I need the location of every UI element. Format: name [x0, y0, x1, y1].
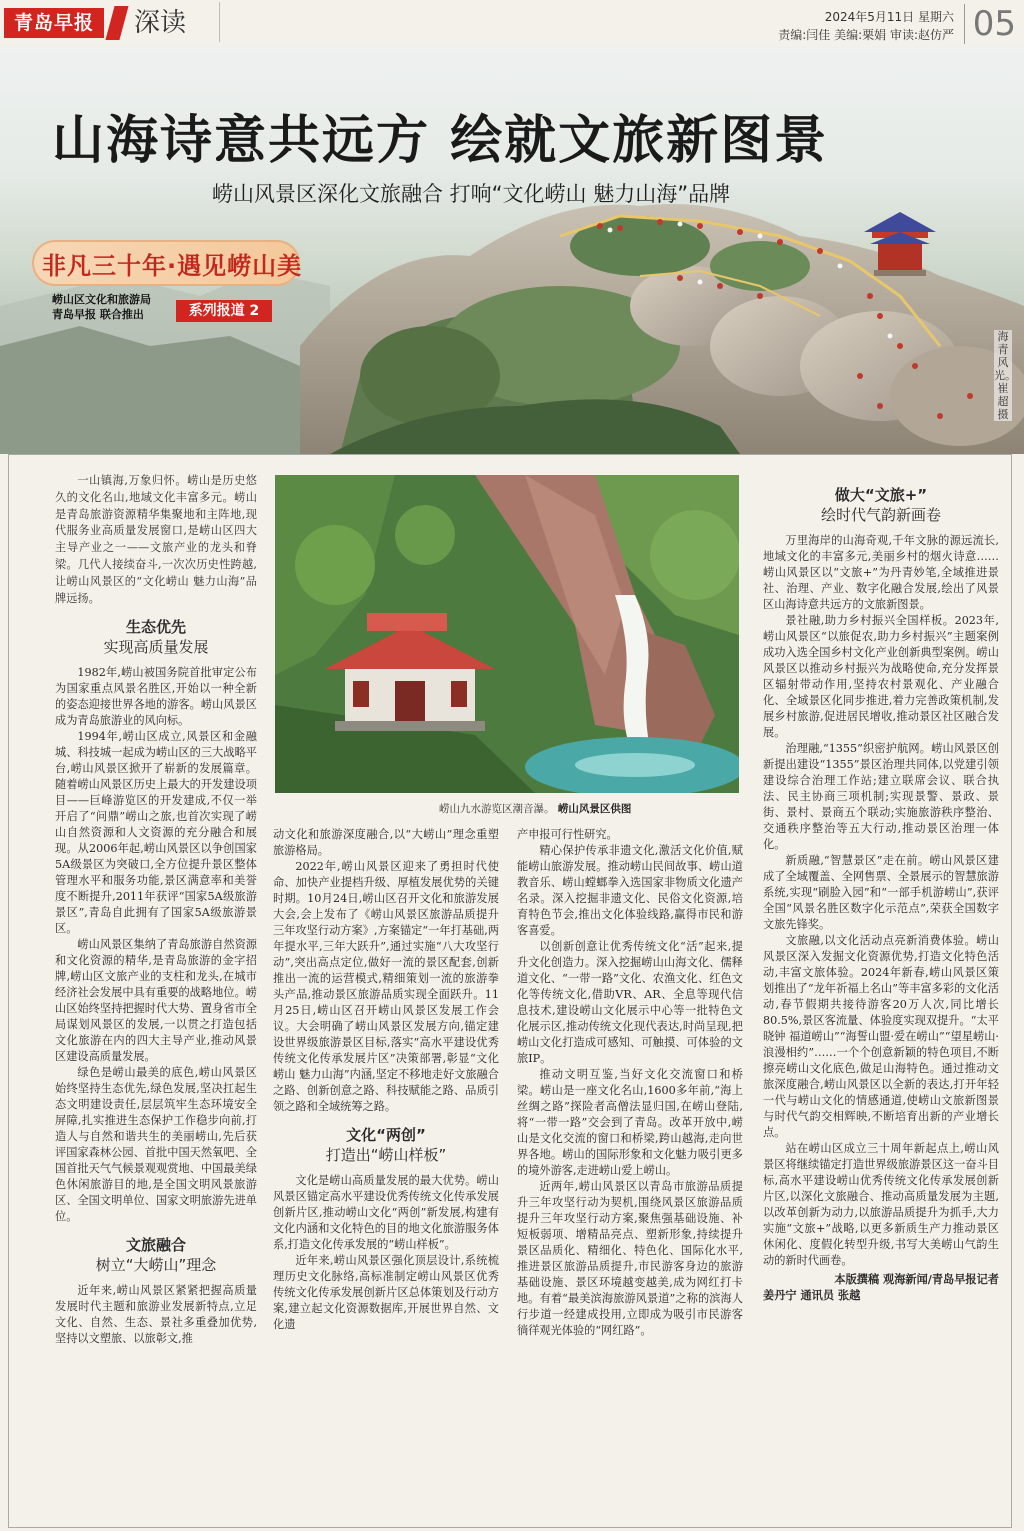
waterfall-photo [275, 475, 739, 793]
paragraph: 万里海岸的山海奇观,千年文脉的源远流长,地域文化的丰富多元,美丽乡村的烟火诗意……崂山风景区以“文旅+”为丹青妙笔,全域推进景社、治理、产业、数字化融合发展,绘出了风景区山海诗意共远方的文旅新图景。 [763, 534, 999, 611]
column-4 [763, 473, 999, 1303]
page-header [0, 0, 1024, 46]
series-title: 非凡三十年·遇见崂山美 [42, 252, 303, 280]
paragraph: 新质融,“智慧景区”走在前。崂山风景区建成了全域覆盖、全网售票、全景展示的智慧旅游系统,实现“刷脸入园”和“一部手机游崂山”,获评全国“风景名胜区数字化示范点”,荣获全国数字文旅先锋奖。 [763, 854, 999, 931]
column-2 [273, 827, 499, 1333]
section-heading-ecology: 生态优先 实现高质量发展 [103, 618, 209, 657]
section-heading-culture-tourism: 文旅融合 树立“大崂山”理念 [95, 1236, 217, 1275]
paragraph: 1994年,崂山区成立,风景区和金融城、科技城一起成为崂山区的三大战略平台,崂山风景区掀开了崭新的发展篇章。随着崂山风景区历史上最大的开发建设项目——巨峰游览区的开发建成,不仅一举开启了“问鼎”崂山之旅,也首次实现了崂山自然资源和人文资源的充分融合和展现。从2006年起,崂山风景区以争创国家5A级景区为突破口,全方位提升景区整体管理水平和服务功能,景区满意率和美誉度不断提升,2011年获评“国家5A级旅游景区”,青岛自此拥有了国家5A级旅游景区。 [55, 730, 257, 936]
column-3 [517, 827, 743, 1339]
paragraph: 近年来,崂山风景区紧紧把握高质量发展时代主题和旅游业发展新特点,立足文化、自然、生态、景社多重叠加优势,坚持以文塑旅、以旅彰文,推 [55, 1284, 257, 1346]
paragraph: 近年来,崂山风景区强化顶层设计,系统梳理历史文化脉络,高标准制定崂山风景区优秀传统文化传承发展创新片区总体策划及行动方案,建立起文化资源数据库,开展世界自然、文化遗 [273, 1254, 499, 1331]
editor-credits: 责编:闫佳 美编:栗娟 审读:赵仿严 [778, 28, 954, 42]
paragraph: 文旅融,以文化活动点亮新消费体验。崂山风景区深入发掘文化资源优势,打造文化特色活动,丰富文旅体验。2024年新春,崂山风景区策划推出了“龙年祈福上名山”等丰富多彩的文化活动,春节假期共接待游客20万人次,同比增长80.5%,景区客流量、体验度实现双提升。“太平晓钟 福道崂山”“海誓山盟·爱在崂山”“望星崂山·浪漫相约”……一个个创意新颖的特色项目,不断擦亮崂山文化底色,做足山海特色。通过推动文旅深度融合,崂山风景区以全新的表达,打开年轻一代与崂山文化的情感通道,使崂山文旅新图景与时代气韵交相辉映,不断培育出新的产业增长点。 [763, 934, 999, 1139]
intro-paragraph: 一山镇海,万象归怀。崂山是历史悠久的文化名山,地域文化丰富多元。崂山是青岛旅游资源精华集聚地和主阵地,现代服务业高质量发展窗口,是崂山区四大主导产业之一——文旅产业的龙头和脊梁。几代人接续奋斗,一次次历史性跨越,让崂山风景区的“文化崂山 魅力山海”品牌远扬。 [55, 474, 257, 605]
paragraph: 近两年,崂山风景区以青岛市旅游品质提升三年攻坚行动为契机,围绕风景区旅游品质提升三年攻坚行动方案,聚焦强基础设施、补短板弱项、增精品亮点、塑新形象,持续提升景区品质化、精细化、特色化、国际化水平,推进景区旅游品质提升,市民游客身边的旅游基础设施、景区环境越变越美,成为网红打卡地。有着“最美滨海旅游风景道”之称的滨海人行步道一经建成投用,立即成为吸引市民游客徜徉观光体验的“网红路”。 [517, 1180, 743, 1337]
waterfall-photo-image [275, 475, 739, 793]
photo-caption [439, 801, 631, 816]
headline: 山海诗意共远方 绘就文旅新图景 [52, 111, 829, 171]
paragraph: 站在崂山区成立三十周年新起点上,崂山风景区将继续锚定打造世界级旅游景区这一奋斗目标,高水平建设崂山优秀传统文化传承发展创新片区,以深化文旅融合、推动高质量发展为主题,以改革创新为动力,以旅游品质提升为抓手,大力实施“文旅+”战略,以更多新质生产力推动景区休闲化、度假化转型升级,书写大美崂山气韵生动的新时代画卷。 [763, 1142, 999, 1267]
caption-credit: 崂山风景区供图 [557, 803, 632, 815]
paragraph: 景社融,助力乡村振兴全国样板。2023年,崂山风景区“以旅促农,助力乡村振兴”主题案例成功入选全国乡村文化产业创新典型案例。崂山风景区以推动乡村振兴为战略使命,充分发挥景区辐射带动作用,坚持农村景观化、产业融合化、全域景区化同步推进,着力完善政策机制,发展乡村旅游,促进居民增收,推动景区社区融合发展。 [763, 614, 999, 739]
publisher-line-2: 青岛早报 联合推出 [52, 308, 144, 321]
paragraph: 动文化和旅游深度融合,以“大崂山”理念重塑旅游格局。 [273, 828, 499, 857]
publisher-credit [52, 292, 151, 322]
byline: 本版撰稿 观海新闻/青岛早报记者 姜丹宁 通讯员 张越 [763, 1272, 999, 1302]
caption-text: 崂山九水游览区潮音瀑。 [439, 803, 555, 815]
publisher-line-1: 崂山区文化和旅游局 [52, 293, 151, 306]
paragraph: 绿色是崂山最美的底色,崂山风景区始终坚持生态优先,绿色发展,坚决扛起生态文明建设责任,层层筑牢生态环境安全屏障,扎实推进生态保护工作稳步向前,打造人与自然和谐共生的美丽崂山,先后获评国家森林公园、首批中国天然氧吧、全国首批天气气候景观观赏地、中国最美绿色休闲旅游目的地,是全国文明风景旅游区、全国文明单位、国家文明旅游先进单位。 [55, 1066, 257, 1224]
paragraph: 精心保护传承非遗文化,激活文化价值,赋能崂山旅游发展。推动崂山民间故事、崂山道教音乐、崂山螳螂拳入选国家非物质文化遗产名录。深入挖掘非遗文化、民俗文化资源,培育特色节会,推出文化体验线路,赢得市民和游客喜爱。 [517, 844, 743, 937]
hero-photo-credit: 海青风光。崔超摄 [994, 330, 1016, 421]
paragraph: 治理融,“1355”织密护航网。崂山风景区创新提出建设“1355”景区治理共同体,以党建引领建设综合治理工作站;建立联席会议、联合执法、民主协商三项机制;实现景警、景政、景街、景村、景商五个联动;实施旅游秩序整治、交通秩序整治等五大行动,推动景区治理一体化。 [763, 742, 999, 851]
hero-banner [0, 46, 1024, 454]
newspaper-logo: 青岛早报 [4, 8, 104, 38]
page-number: 05 [964, 4, 1016, 44]
section-heading-tourism-plus: 做大“文旅+” 绘时代气韵新画卷 [820, 486, 941, 524]
paragraph: 1982年,崂山被国务院首批审定公布为国家重点风景名胜区,开始以一种全新的姿态迎接世界各地的游客。崂山风景区成为青岛旅游业的风向标。 [55, 666, 257, 728]
series-tag: 系列报道 2 [176, 300, 272, 322]
section-name: 深读 [110, 2, 220, 42]
paragraph: 文化是崂山高质量发展的最大优势。崂山风景区锚定高水平建设优秀传统文化传承发展创新片区,推动崂山文化“两创”新发展,构建有文化内涵和文化特色的目的地文化旅游服务体系,打造文化传承发展的“崂山样板”。 [273, 1174, 499, 1251]
column-1 [55, 473, 257, 1347]
paragraph: 推动文明互鉴,当好文化交流窗口和桥梁。崂山是一座文化名山,1600多年前,“海上丝绸之路”探险者高僧法显归国,在崂山登陆,将“一带一路”交会到了青岛。改革开放中,崂山是文化交流的窗口和桥梁,跨山越海,走向世界各地。崂山的国际形象和文化魅力吸引更多的境外游客,走进崂山爱上崂山。 [517, 1068, 743, 1177]
issue-date: 2024年5月11日 星期六 [824, 10, 954, 24]
article-body [8, 454, 1012, 1528]
section-heading-culture: 文化“两创” 打造出“崂山样板” [325, 1126, 447, 1164]
subheadline: 崂山风景区深化文旅融合 打响“文化崂山 魅力山海”品牌 [212, 182, 731, 206]
paragraph: 崂山风景区集纳了青岛旅游自然资源和文化资源的精华,是青岛旅游的金字招牌,崂山区文旅产业的支柱和龙头,在城市经济社会发展中具有重要的战略地位。崂山区始终坚持把握时代大势、置身省市全局谋划风景区的发展,一以贯之打造包括文化旅游在内的四大主导产业,推动风景区建设高质量发展。 [55, 938, 257, 1064]
paragraph: 2022年,崂山风景区迎来了勇担时代使命、加快产业提档升级、厚植发展优势的关键时期。10月24日,崂山区召开文化和旅游发展大会,会上发布了《崂山风景区旅游品质提升三年攻坚行动方案》,方案锚定“一年打基础,两年提水平,三年大跃升”,通过实施“八大攻坚行动”,突出高点定位,做好一流的景区配套,创新推出一流的运营模式,精细策划一流的旅游拳头产品,推动景区旅游品质实现全面跃升。11月25日,崂山区召开崂山风景区发展工作会议。大会明确了崂山风景区发展方向,锚定建设世界级旅游景区目标,落实“高水平建设优秀传统文化传承发展片区”决策部署,彰显“文化崂山 魅力山海”内涵,坚定不移地走好文旅融合之路、创新创意之路、科技赋能之路、品质引领之路和全域统筹之路。 [273, 860, 499, 1113]
paragraph: 以创新创意让优秀传统文化“活”起来,提升文化创造力。深入挖掘崂山山海文化、儒释道文化、“一带一路”文化、农渔文化、红色文化等传统文化,借助VR、AR、全息等现代信息技术,建设崂山文化展示中心等一批特色文化展示区,推动传统文化现代表达,时尚呈现,把崂山文化打造成可感知、可触摸、可体验的文旅IP。 [517, 940, 743, 1065]
series-badge [32, 240, 303, 286]
paragraph: 产申报可行性研究。 [517, 828, 618, 841]
